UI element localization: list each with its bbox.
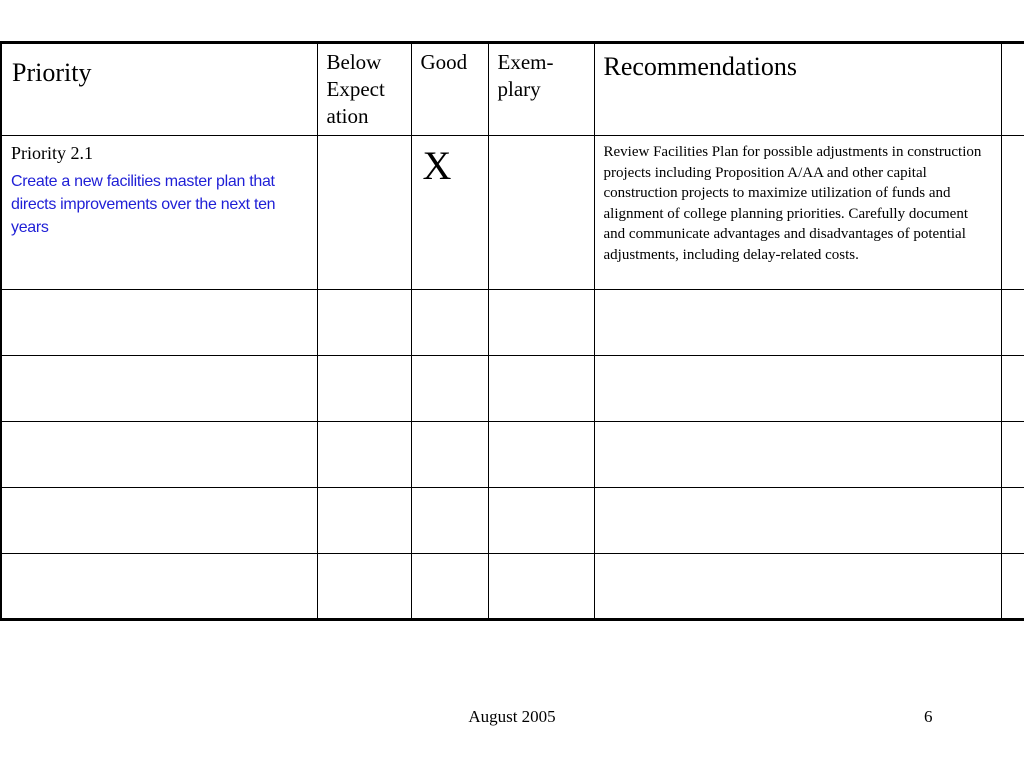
below-expectation-cell bbox=[317, 290, 411, 356]
exemplary-cell bbox=[488, 554, 594, 620]
recommendation-cell bbox=[594, 554, 1001, 620]
header-good bbox=[411, 43, 488, 136]
good-mark: X bbox=[422, 143, 452, 188]
below-expectation-cell bbox=[317, 554, 411, 620]
page-number: 6 bbox=[924, 707, 933, 726]
table-row bbox=[1, 422, 1024, 488]
header-below-expectation-label: Below Expect ation bbox=[326, 50, 385, 128]
priority-cell bbox=[1, 290, 317, 356]
extra-cell bbox=[1001, 290, 1024, 356]
evaluation-table bbox=[0, 41, 1024, 621]
header-priority-label: Priority bbox=[12, 58, 92, 87]
good-cell bbox=[411, 136, 488, 290]
recommendation-cell bbox=[594, 488, 1001, 554]
priority-cell bbox=[1, 554, 317, 620]
extra-cell bbox=[1001, 554, 1024, 620]
recommendation-text: Review Facilities Plan for possible adjustments in construction projects including Proposition A/AA and other capital construction projects to maximize utilization of funds and alignment of college planning priorities. Carefully document and communicate advantages and disadvantages of potential adjustments, including delay-related costs. bbox=[603, 144, 982, 263]
recommendation-cell bbox=[594, 136, 1001, 290]
header-below-expectation bbox=[317, 43, 411, 136]
good-cell bbox=[411, 488, 488, 554]
exemplary-cell bbox=[488, 356, 594, 422]
recommendation-cell bbox=[594, 356, 1001, 422]
table-row bbox=[1, 136, 1024, 290]
exemplary-cell bbox=[488, 422, 594, 488]
footer-date: August 2005 bbox=[468, 707, 556, 726]
priority-cell bbox=[1, 136, 317, 290]
header-extra bbox=[1001, 43, 1024, 136]
below-expectation-cell bbox=[317, 136, 411, 290]
header-good-label: Good bbox=[420, 50, 468, 74]
good-cell bbox=[411, 356, 488, 422]
priority-cell bbox=[1, 356, 317, 422]
recommendation-cell bbox=[594, 290, 1001, 356]
good-cell bbox=[411, 422, 488, 488]
below-expectation-cell bbox=[317, 422, 411, 488]
good-cell bbox=[411, 554, 488, 620]
priority-cell bbox=[1, 422, 317, 488]
table-row bbox=[1, 290, 1024, 356]
table-row bbox=[1, 488, 1024, 554]
header-recommendations-label: Recommendations bbox=[603, 52, 798, 81]
header-exemplary-label: Exem-plary bbox=[497, 50, 554, 101]
extra-cell bbox=[1001, 136, 1024, 290]
priority-description: Create a new facilities master plan that directs improvements over the next ten years bbox=[11, 173, 276, 236]
table-header-row bbox=[1, 43, 1024, 136]
extra-cell bbox=[1001, 422, 1024, 488]
priority-number: Priority 2.1 bbox=[11, 143, 94, 163]
exemplary-cell bbox=[488, 290, 594, 356]
header-exemplary bbox=[488, 43, 594, 136]
priority-cell bbox=[1, 488, 317, 554]
table-row bbox=[1, 554, 1024, 620]
below-expectation-cell bbox=[317, 488, 411, 554]
exemplary-cell bbox=[488, 488, 594, 554]
extra-cell bbox=[1001, 356, 1024, 422]
good-cell bbox=[411, 290, 488, 356]
recommendation-cell bbox=[594, 422, 1001, 488]
extra-cell bbox=[1001, 488, 1024, 554]
header-priority bbox=[1, 43, 317, 136]
header-recommendations bbox=[594, 43, 1001, 136]
table-row bbox=[1, 356, 1024, 422]
below-expectation-cell bbox=[317, 356, 411, 422]
exemplary-cell bbox=[488, 136, 594, 290]
